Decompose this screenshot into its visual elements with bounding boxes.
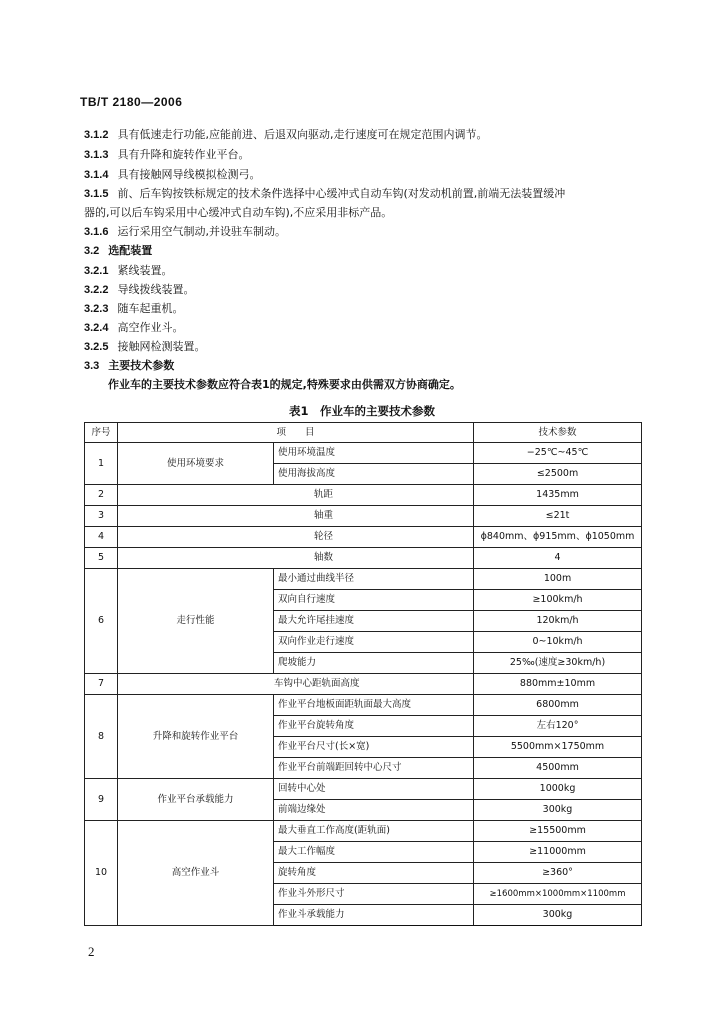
row-no: 9 bbox=[85, 779, 118, 821]
clause-3-2-2: 3.2.2 导线拨线装置。 bbox=[84, 283, 195, 296]
table-row bbox=[85, 821, 642, 842]
value-cell: 5500mm×1750mm bbox=[474, 737, 642, 758]
item-cell: 最小通过曲线半径 bbox=[274, 569, 474, 590]
row-no: 1 bbox=[85, 443, 118, 485]
value-cell: 左右120° bbox=[474, 716, 642, 737]
value-cell: 880mm±10mm bbox=[474, 674, 642, 695]
header-value: 技术参数 bbox=[474, 423, 642, 443]
group-name: 作业平台承载能力 bbox=[118, 779, 274, 821]
header-item: 项 目 bbox=[118, 423, 474, 443]
clause-3-2-5: 3.2.5 接触网检测装置。 bbox=[84, 340, 206, 353]
item-cell: 最大允许尾挂速度 bbox=[274, 611, 474, 632]
table-row bbox=[85, 443, 642, 464]
value-cell: ϕ840mm、ϕ915mm、ϕ1050mm bbox=[474, 527, 642, 548]
spec-table bbox=[84, 422, 642, 926]
value-cell: ≥1600mm×1000mm×1100mm bbox=[474, 884, 642, 905]
value-cell: 1435mm bbox=[474, 485, 642, 506]
table-row bbox=[85, 485, 642, 506]
clause-3-1-2: 3.1.2 具有低速走行功能,应能前进、后退双向驱动,走行速度可在规定范围内调节。 bbox=[84, 128, 488, 141]
value-cell: 300kg bbox=[474, 905, 642, 926]
intro-paragraph: 作业车的主要技术参数应符合表1的规定,特殊要求由供需双方协商确定。 bbox=[108, 378, 461, 391]
row-no: 10 bbox=[85, 821, 118, 926]
table-header-row bbox=[85, 423, 642, 443]
item-cell: 回转中心处 bbox=[274, 779, 474, 800]
header-no: 序号 bbox=[85, 423, 118, 443]
item-cell: 最大工作幅度 bbox=[274, 842, 474, 863]
section-3-3: 3.3 主要技术参数 bbox=[84, 359, 175, 372]
table-row bbox=[85, 506, 642, 527]
clause-3-2-4: 3.2.4 高空作业斗。 bbox=[84, 321, 184, 334]
item-cell: 作业平台地板面距轨面最大高度 bbox=[274, 695, 474, 716]
clause-3-1-3: 3.1.3 具有升降和旋转作业平台。 bbox=[84, 148, 250, 161]
value-cell: 300kg bbox=[474, 800, 642, 821]
value-cell: 4500mm bbox=[474, 758, 642, 779]
clause-3-2-3: 3.2.3 随车起重机。 bbox=[84, 302, 184, 315]
row-no: 2 bbox=[85, 485, 118, 506]
group-name: 使用环境要求 bbox=[118, 443, 274, 485]
item-cell: 作业平台旋转角度 bbox=[274, 716, 474, 737]
item-cell: 作业斗外形尺寸 bbox=[274, 884, 474, 905]
value-cell: ≥100km/h bbox=[474, 590, 642, 611]
item-cell: 双向作业走行速度 bbox=[274, 632, 474, 653]
item-cell: 爬坡能力 bbox=[274, 653, 474, 674]
row-no: 3 bbox=[85, 506, 118, 527]
row-no: 6 bbox=[85, 569, 118, 674]
clause-3-2-1: 3.2.1 紧线装置。 bbox=[84, 264, 173, 277]
row-no: 5 bbox=[85, 548, 118, 569]
table-row bbox=[85, 779, 642, 800]
table-row bbox=[85, 695, 642, 716]
row-no: 7 bbox=[85, 674, 118, 695]
item-cell: 轴重 bbox=[118, 506, 474, 527]
value-cell: 25‰(速度≥30km/h) bbox=[474, 653, 642, 674]
value-cell: ≥11000mm bbox=[474, 842, 642, 863]
value-cell: 1000kg bbox=[474, 779, 642, 800]
item-cell: 使用环境温度 bbox=[274, 443, 474, 464]
group-name: 高空作业斗 bbox=[118, 821, 274, 926]
row-no: 4 bbox=[85, 527, 118, 548]
item-cell: 轨距 bbox=[118, 485, 474, 506]
clause-3-1-5: 3.1.5 前、后车钩按铁标规定的技术条件选择中心缓冲式自动车钩(对发动机前置,前端无法装置缓冲 bbox=[84, 187, 566, 200]
item-cell: 轴数 bbox=[118, 548, 474, 569]
group-name: 走行性能 bbox=[118, 569, 274, 674]
item-cell: 作业斗承载能力 bbox=[274, 905, 474, 926]
section-3-2: 3.2 选配装置 bbox=[84, 244, 153, 257]
value-cell: 4 bbox=[474, 548, 642, 569]
clause-3-1-6: 3.1.6 运行采用空气制动,并设驻车制动。 bbox=[84, 225, 286, 238]
item-cell: 车钩中心距轨面高度 bbox=[118, 674, 474, 695]
item-cell: 使用海拔高度 bbox=[274, 464, 474, 485]
table-row bbox=[85, 527, 642, 548]
clause-3-1-5-cont: 器的,可以后车钩采用中心缓冲式自动车钩),不应采用非标产品。 bbox=[84, 206, 393, 219]
table-row bbox=[85, 674, 642, 695]
value-cell: 6800mm bbox=[474, 695, 642, 716]
item-cell: 轮径 bbox=[118, 527, 474, 548]
item-cell: 前端边缘处 bbox=[274, 800, 474, 821]
table-row bbox=[85, 569, 642, 590]
standard-header: TB/T 2180—2006 bbox=[80, 95, 183, 109]
item-cell: 双向自行速度 bbox=[274, 590, 474, 611]
item-cell: 旋转角度 bbox=[274, 863, 474, 884]
clause-3-1-4: 3.1.4 具有接触网导线模拟检测弓。 bbox=[84, 168, 261, 181]
value-cell: −25℃~45℃ bbox=[474, 443, 642, 464]
row-no: 8 bbox=[85, 695, 118, 779]
value-cell: ≥15500mm bbox=[474, 821, 642, 842]
value-cell: ≥360° bbox=[474, 863, 642, 884]
item-cell: 作业平台尺寸(长×宽) bbox=[274, 737, 474, 758]
group-name: 升降和旋转作业平台 bbox=[118, 695, 274, 779]
value-cell: ≤2500m bbox=[474, 464, 642, 485]
table-row bbox=[85, 548, 642, 569]
value-cell: 0~10km/h bbox=[474, 632, 642, 653]
page-number: 2 bbox=[88, 944, 95, 959]
value-cell: ≤21t bbox=[474, 506, 642, 527]
item-cell: 最大垂直工作高度(距轨面) bbox=[274, 821, 474, 842]
item-cell: 作业平台前端距回转中心尺寸 bbox=[274, 758, 474, 779]
table-caption: 表1 作业车的主要技术参数 bbox=[288, 404, 435, 418]
value-cell: 100m bbox=[474, 569, 642, 590]
value-cell: 120km/h bbox=[474, 611, 642, 632]
